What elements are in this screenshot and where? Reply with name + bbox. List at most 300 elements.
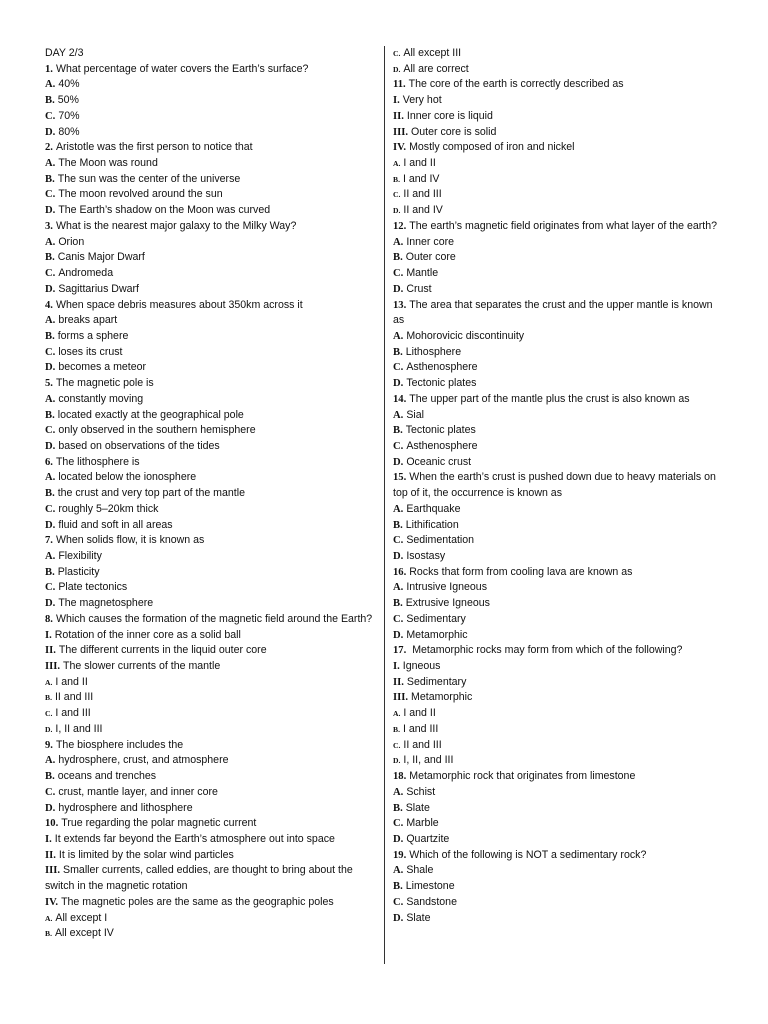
- item-label: 17.: [393, 645, 407, 657]
- item-label: 16.: [393, 566, 407, 578]
- item-label: D.: [393, 378, 404, 390]
- item-label: I.: [45, 833, 52, 845]
- text-line: [393, 675, 723, 691]
- text-line: [45, 628, 375, 644]
- text-line: [393, 329, 723, 345]
- text-line: [393, 156, 723, 172]
- item-text: When the earth’s crust is pushed down due to heavy materials on top of it, the occurrence is known as: [393, 471, 716, 500]
- text-line: [45, 675, 375, 691]
- text-line: [45, 408, 375, 424]
- item-label: C.: [393, 49, 401, 58]
- item-label: 15.: [393, 472, 407, 484]
- item-label: 14.: [393, 393, 407, 405]
- item-label: D.: [45, 283, 56, 295]
- item-label: 2.: [45, 142, 53, 154]
- item-text: The different currents in the liquid outer core: [58, 644, 267, 657]
- item-label: D.: [393, 833, 404, 845]
- item-label: C.: [45, 110, 56, 122]
- text-line: [45, 753, 375, 769]
- item-label: D.: [45, 519, 56, 531]
- item-label: B.: [45, 409, 55, 421]
- item-text: Mostly composed of iron and nickel: [409, 141, 575, 154]
- item-text: Lithification: [405, 518, 459, 531]
- item-label: C.: [393, 896, 404, 908]
- item-text: Marble: [406, 817, 439, 830]
- item-text: Oceanic crust: [406, 455, 472, 468]
- item-label: B.: [45, 566, 55, 578]
- item-text: When space debris measures about 350km across it: [55, 298, 303, 311]
- item-label: 5.: [45, 378, 53, 390]
- text-line: [45, 533, 375, 549]
- item-text: constantly moving: [58, 392, 144, 405]
- item-label: II.: [45, 645, 56, 657]
- item-text: forms a sphere: [57, 329, 129, 342]
- item-text: 50%: [57, 94, 79, 107]
- item-text: Metamorphic: [406, 628, 468, 641]
- item-text: Outer core is solid: [411, 125, 497, 138]
- item-text: 80%: [58, 125, 80, 138]
- text-line: [45, 235, 375, 251]
- item-label: A.: [393, 236, 404, 248]
- text-line: [45, 392, 375, 408]
- text-line: [393, 62, 723, 78]
- item-label: C.: [45, 786, 56, 798]
- text-line: [393, 785, 723, 801]
- text-line: [45, 580, 375, 596]
- text-line: [45, 455, 375, 471]
- item-text: All except I: [55, 911, 108, 924]
- item-text: It extends far beyond the Earth’s atmosphere out into space: [54, 832, 335, 845]
- item-text: Rocks that form from cooling lava are known as: [409, 565, 633, 578]
- item-text: becomes a meteor: [58, 361, 147, 374]
- item-text: I, II, and III: [403, 754, 454, 767]
- item-label: 1.: [45, 63, 53, 75]
- item-label: C.: [393, 362, 404, 374]
- item-text: Sial: [406, 408, 424, 421]
- text-line: [393, 93, 723, 109]
- item-label: I.: [45, 629, 52, 641]
- item-label: B.: [45, 488, 55, 500]
- item-label: C.: [45, 425, 56, 437]
- item-text: Mantle: [406, 267, 439, 280]
- item-text: Igneous: [402, 660, 441, 673]
- item-label: 12.: [393, 220, 407, 232]
- item-text: Sagittarius Dwarf: [58, 282, 139, 295]
- item-text: Inner core is liquid: [406, 109, 493, 122]
- text-line: [393, 46, 723, 62]
- text-line: [393, 345, 723, 361]
- item-text: I and III: [55, 707, 91, 720]
- item-text: Asthenosphere: [406, 439, 478, 452]
- text-line: [393, 298, 723, 329]
- item-label: IV.: [393, 142, 407, 154]
- item-label: B.: [45, 693, 52, 703]
- item-label: B.: [393, 346, 403, 358]
- item-text: The upper part of the mantle plus the crust is also known as: [409, 392, 690, 405]
- item-label: B.: [393, 174, 400, 184]
- item-label: III.: [393, 126, 409, 138]
- column-divider: [384, 46, 385, 964]
- item-label: A.: [393, 709, 401, 719]
- item-text: loses its crust: [58, 345, 123, 358]
- item-label: B.: [45, 95, 55, 107]
- item-label: C.: [393, 190, 401, 200]
- item-text: Which causes the formation of the magnetic field around the Earth?: [55, 612, 373, 625]
- item-text: II and III: [54, 691, 94, 704]
- item-text: The magnetic pole is: [55, 377, 154, 390]
- item-label: D.: [45, 362, 56, 374]
- item-text: I and II: [55, 675, 88, 688]
- item-label: C.: [393, 613, 404, 625]
- item-text: Mohorovicic discontinuity: [406, 329, 525, 342]
- item-label: II.: [45, 849, 56, 861]
- item-label: D.: [45, 724, 53, 734]
- item-label: C.: [45, 709, 53, 719]
- item-label: C.: [393, 268, 404, 280]
- item-text: Lithosphere: [405, 345, 462, 358]
- text-line: [393, 801, 723, 817]
- item-label: B.: [393, 425, 403, 437]
- text-line: [45, 282, 375, 298]
- text-line: [45, 470, 375, 486]
- text-line: [45, 376, 375, 392]
- item-text: Sedimentary: [406, 675, 467, 688]
- text-line: [393, 753, 723, 769]
- text-line: [393, 643, 723, 659]
- item-label: A.: [45, 755, 56, 767]
- text-line: [45, 832, 375, 848]
- item-text: Orion: [58, 235, 85, 248]
- item-label: 6.: [45, 456, 53, 468]
- item-label: A.: [45, 158, 56, 170]
- item-text: based on observations of the tides: [58, 439, 220, 452]
- item-text: It is limited by the solar wind particles: [58, 848, 234, 861]
- item-text: only observed in the southern hemisphere: [58, 424, 256, 437]
- item-text: The Moon was round: [58, 157, 158, 170]
- item-text: 70%: [58, 109, 80, 122]
- item-label: D.: [393, 206, 401, 216]
- item-label: 7.: [45, 535, 53, 547]
- text-line: [45, 140, 375, 156]
- item-label: A.: [45, 472, 56, 484]
- text-line: [45, 643, 375, 659]
- item-text: breaks apart: [58, 314, 118, 327]
- item-text: Sedimentary: [406, 612, 466, 625]
- item-label: B.: [393, 252, 403, 264]
- item-text: The slower currents of the mantle: [63, 660, 221, 673]
- item-text: Outer core: [405, 251, 456, 264]
- item-text: hydrosphere and lithosphere: [58, 801, 193, 814]
- text-line: [393, 203, 723, 219]
- item-label: A.: [45, 913, 53, 923]
- text-line: [45, 486, 375, 502]
- text-line: [393, 455, 723, 471]
- item-text: All except IV: [54, 927, 114, 940]
- text-line: [393, 565, 723, 581]
- text-line: [45, 785, 375, 801]
- item-label: A.: [393, 786, 404, 798]
- right-column: [393, 46, 723, 926]
- item-text: Metamorphic rocks may form from which of the following?: [409, 644, 683, 657]
- item-label: C.: [45, 346, 56, 358]
- item-text: Plasticity: [57, 565, 100, 578]
- item-label: B.: [393, 881, 403, 893]
- item-text: Earthquake: [406, 502, 461, 515]
- text-line: [393, 769, 723, 785]
- item-text: Aristotle was the first person to notice that: [55, 141, 253, 154]
- item-label: A.: [45, 79, 56, 91]
- text-line: [393, 596, 723, 612]
- item-label: III.: [45, 865, 61, 877]
- text-line: [393, 282, 723, 298]
- item-label: D.: [393, 456, 404, 468]
- item-label: A.: [393, 159, 401, 169]
- item-text: located below the ionosphere: [58, 471, 197, 484]
- item-text: The magnetosphere: [58, 597, 154, 610]
- text-line: [45, 848, 375, 864]
- item-label: B.: [45, 173, 55, 185]
- item-text: I, II and III: [55, 722, 103, 735]
- item-text: True regarding the polar magnetic current: [61, 817, 257, 830]
- item-text: Shale: [406, 864, 434, 877]
- text-line: [45, 172, 375, 188]
- item-label: A.: [393, 503, 404, 515]
- text-line: [393, 125, 723, 141]
- text-line: [45, 250, 375, 266]
- item-text: II and III: [403, 738, 442, 751]
- text-line: [393, 628, 723, 644]
- text-line: [393, 722, 723, 738]
- item-text: oceans and trenches: [57, 770, 157, 783]
- item-text: located exactly at the geographical pole: [57, 408, 244, 421]
- item-label: 8.: [45, 613, 53, 625]
- item-text: All are correct: [403, 62, 469, 75]
- item-label: B.: [393, 724, 400, 734]
- item-label: D.: [393, 912, 404, 924]
- item-label: IV.: [45, 896, 59, 908]
- item-label: II.: [393, 110, 404, 122]
- text-line: [45, 187, 375, 203]
- item-label: B.: [45, 771, 55, 783]
- text-line: [393, 439, 723, 455]
- text-line: [393, 848, 723, 864]
- item-label: C.: [393, 818, 404, 830]
- item-text: roughly 5–20km thick: [58, 502, 159, 515]
- text-line: [393, 549, 723, 565]
- text-line: [393, 879, 723, 895]
- text-line: [45, 77, 375, 93]
- text-line: [45, 156, 375, 172]
- item-text: DAY 2/3: [45, 47, 84, 59]
- item-label: A.: [45, 551, 56, 562]
- item-text: Canis Major Dwarf: [57, 251, 145, 264]
- item-label: C.: [45, 189, 56, 201]
- text-line: [393, 895, 723, 911]
- item-text: Very hot: [402, 94, 442, 107]
- item-label: 11.: [393, 79, 406, 91]
- item-label: A.: [45, 315, 56, 327]
- text-line: [45, 360, 375, 376]
- item-text: I and II: [403, 707, 436, 720]
- text-line: [393, 77, 723, 93]
- text-line: [393, 392, 723, 408]
- item-text: II and III: [403, 188, 442, 201]
- item-label: 4.: [45, 299, 53, 311]
- text-line: [45, 345, 375, 361]
- item-text: Limestone: [405, 880, 455, 893]
- text-line: [393, 423, 723, 439]
- item-text: Sandstone: [406, 895, 457, 908]
- text-line: [393, 109, 723, 125]
- item-label: B.: [393, 802, 403, 814]
- text-line: [45, 203, 375, 219]
- item-text: The lithosphere is: [55, 455, 140, 468]
- item-label: D.: [393, 629, 404, 641]
- item-label: C.: [45, 268, 56, 280]
- text-line: [45, 612, 375, 628]
- text-line: [45, 738, 375, 754]
- text-line: [45, 46, 375, 62]
- item-text: Slate: [405, 801, 430, 814]
- item-text: The moon revolved around the sun: [58, 188, 223, 201]
- item-text: Metamorphic rock that originates from limestone: [409, 770, 636, 783]
- text-line: [45, 801, 375, 817]
- item-label: A.: [45, 677, 53, 687]
- item-text: Tectonic plates: [405, 424, 476, 437]
- text-line: [393, 172, 723, 188]
- item-label: 10.: [45, 818, 59, 830]
- item-text: II and IV: [403, 204, 443, 217]
- item-label: 19.: [393, 849, 407, 861]
- item-label: III.: [393, 692, 409, 704]
- text-line: [393, 738, 723, 754]
- text-line: [393, 376, 723, 392]
- text-line: [45, 549, 375, 565]
- item-label: B.: [45, 252, 55, 264]
- item-text: crust, mantle layer, and inner core: [58, 785, 218, 798]
- item-label: A.: [393, 409, 404, 421]
- item-text: The earth’s magnetic field originates from what layer of the earth?: [409, 219, 718, 232]
- item-text: Slate: [406, 911, 431, 924]
- text-line: [45, 93, 375, 109]
- item-text: I and III: [402, 722, 439, 735]
- text-line: [45, 423, 375, 439]
- item-text: 40%: [58, 78, 80, 91]
- item-label: C.: [45, 503, 56, 515]
- text-line: [45, 659, 375, 675]
- text-line: [45, 722, 375, 738]
- text-line: [45, 439, 375, 455]
- item-label: I.: [393, 95, 400, 107]
- item-text: Plate tectonics: [58, 581, 128, 594]
- item-text: When solids flow, it is known as: [55, 534, 205, 547]
- text-line: [393, 187, 723, 203]
- text-line: [393, 911, 723, 927]
- item-text: Isostasy: [406, 550, 446, 562]
- text-line: [393, 580, 723, 596]
- text-line: [393, 266, 723, 282]
- item-label: B.: [393, 598, 403, 610]
- text-line: [45, 816, 375, 832]
- text-line: [45, 502, 375, 518]
- text-line: [393, 659, 723, 675]
- item-label: B.: [45, 330, 55, 342]
- text-line: [45, 926, 375, 942]
- item-label: C.: [393, 440, 404, 452]
- item-text: Intrusive Igneous: [406, 581, 487, 594]
- item-label: D.: [45, 598, 56, 610]
- item-label: III.: [45, 661, 61, 673]
- item-text: the crust and very top part of the mantle: [57, 487, 245, 500]
- item-text: I and II: [403, 157, 436, 170]
- text-line: [393, 502, 723, 518]
- text-line: [45, 565, 375, 581]
- item-label: A.: [393, 582, 404, 594]
- text-line: [45, 863, 375, 894]
- item-label: 3.: [45, 220, 53, 232]
- item-label: C.: [393, 535, 404, 547]
- text-line: [45, 125, 375, 141]
- text-line: [45, 706, 375, 722]
- item-text: Quartzite: [406, 832, 450, 845]
- text-line: [45, 109, 375, 125]
- item-label: B.: [45, 929, 52, 939]
- item-text: Inner core: [406, 235, 455, 248]
- item-text: Asthenosphere: [406, 361, 478, 374]
- item-text: Andromeda: [58, 267, 114, 280]
- item-label: 9.: [45, 739, 53, 751]
- text-line: [45, 62, 375, 78]
- item-label: D.: [45, 440, 56, 452]
- item-text: The core of the earth is correctly described as: [408, 78, 624, 91]
- text-line: [393, 470, 723, 501]
- item-text: Tectonic plates: [406, 377, 477, 390]
- item-label: D.: [45, 802, 56, 814]
- item-label: D.: [45, 205, 56, 217]
- left-column: [45, 46, 375, 942]
- item-label: D.: [393, 551, 404, 562]
- item-text: The magnetic poles are the same as the geographic poles: [61, 895, 334, 908]
- text-line: [393, 690, 723, 706]
- item-text: hydrosphere, crust, and atmosphere: [58, 754, 229, 767]
- item-text: Metamorphic: [411, 691, 473, 704]
- item-text: The Earth’s shadow on the Moon was curved: [58, 204, 271, 217]
- item-label: 18.: [393, 771, 407, 783]
- item-text: The sun was the center of the universe: [57, 172, 241, 185]
- text-line: [393, 706, 723, 722]
- item-label: D.: [393, 64, 401, 74]
- item-text: Sedimentation: [406, 534, 475, 547]
- text-line: [45, 769, 375, 785]
- text-line: [393, 408, 723, 424]
- item-label: A.: [45, 236, 56, 248]
- item-text: The area that separates the crust and the upper mantle is known as: [393, 298, 713, 327]
- item-text: Flexibility: [58, 550, 102, 562]
- text-line: [393, 612, 723, 628]
- text-line: [45, 911, 375, 927]
- item-label: B.: [393, 519, 403, 531]
- text-line: [45, 690, 375, 706]
- item-label: I.: [393, 661, 400, 673]
- text-line: [45, 596, 375, 612]
- text-line: [45, 895, 375, 911]
- item-text: fluid and soft in all areas: [58, 518, 173, 531]
- text-line: [393, 816, 723, 832]
- item-label: 13.: [393, 299, 407, 311]
- item-label: A.: [393, 865, 404, 877]
- text-line: [393, 360, 723, 376]
- item-text: The biosphere includes the: [55, 738, 184, 751]
